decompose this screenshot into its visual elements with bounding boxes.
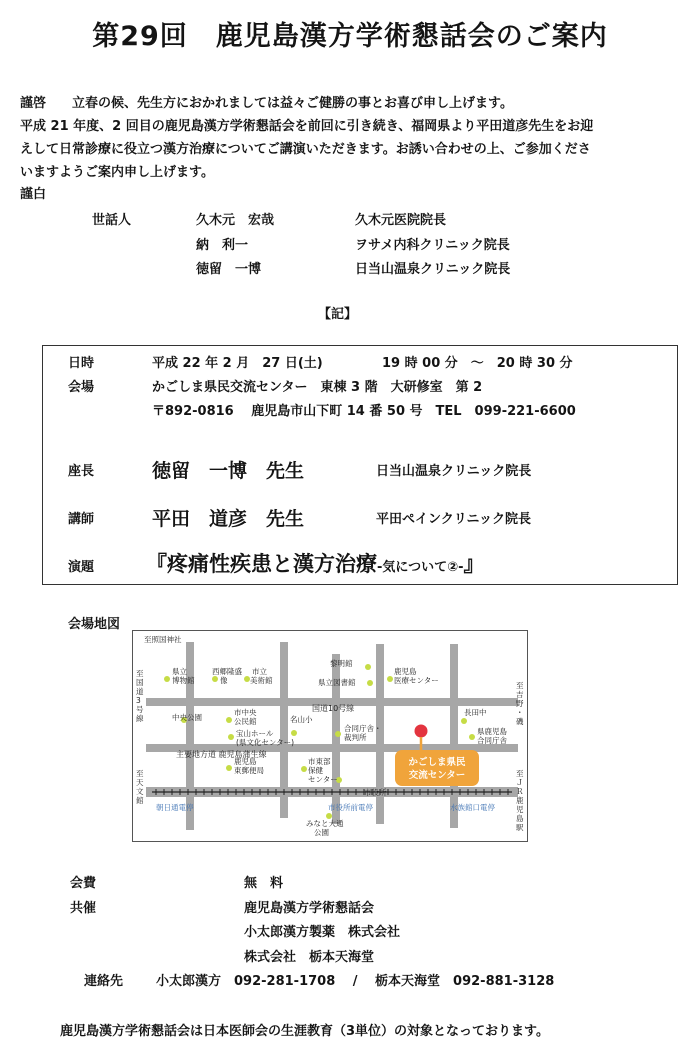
- label-medical: 鹿児島医療センター: [394, 667, 439, 685]
- topic-title: [146, 548, 485, 578]
- fee-value: 無 料: [244, 876, 284, 891]
- poi-dot: [335, 731, 341, 737]
- poi-dot: [365, 664, 371, 670]
- label-nagata: 長田中: [464, 708, 487, 717]
- label-pref-office: 県鹿児島合同庁舎: [477, 727, 507, 745]
- label-main-road: 主要地方道 鹿児島蒲生線: [176, 750, 267, 759]
- chair-name: 徳留 一博 先生: [152, 460, 305, 482]
- label-reimeikan: 黎明館: [330, 659, 353, 668]
- greeting-line: 謹啓 立春の候、先生方におかれましては益々ご健勝の事とお喜び申し上げます。: [20, 96, 513, 111]
- organizer-title: 日当山温泉クリニック院長: [355, 262, 511, 277]
- poi-dot: [164, 676, 170, 682]
- label-to-shokonsha: 至照国神社: [144, 635, 182, 644]
- intro-line-3: えして日常診療に役立つ漢方治療についてご講演いただきます。お誘い合わせの上、ご参加くださ: [20, 142, 591, 157]
- cohost-label: 共催: [70, 901, 97, 916]
- label-museum: 県立博物館: [172, 667, 195, 685]
- poi-dot: [367, 680, 373, 686]
- intro-line-2: 平成 21 年度、2 回目の鹿児島漢方学術懇話会を前回に引き続き、福岡県より平田道彦先生をお迎: [20, 119, 594, 134]
- label-route10: 国道10号線: [312, 704, 355, 713]
- poi-dot: [461, 718, 467, 724]
- cohost-1: 鹿児島漢方学術懇話会: [244, 901, 375, 916]
- venue-label: 会場: [68, 380, 95, 395]
- cohost-2: 小太郎漢方製薬 株式会社: [244, 925, 401, 940]
- label-east-post: 鹿児島東郵便局: [234, 757, 264, 775]
- chair-affiliation: 日当山温泉クリニック院長: [376, 464, 532, 479]
- lecturer-name: 平田 道彦 先生: [152, 508, 305, 530]
- cohost-3: 株式会社 栃本天海堂: [244, 950, 375, 965]
- organizers-label: 世話人: [92, 213, 132, 228]
- map-label: 会場地図: [68, 617, 121, 632]
- ki-heading: 【記】: [318, 307, 358, 322]
- label-chuo-hall: 市中央公民館: [234, 708, 257, 726]
- organizer-title: 久木元医院院長: [355, 213, 447, 228]
- venue-map: [132, 630, 528, 842]
- organizer-name: 久木元 宏哉: [196, 213, 275, 228]
- label-library: 県立図書館: [318, 678, 356, 687]
- poi-dot: [387, 676, 393, 682]
- poi-dot: [469, 734, 475, 740]
- page-title: 第29回 鹿児島漢方学術懇話会のご案内: [92, 21, 608, 52]
- label-to-jr: 至ＪＲ鹿児島駅: [516, 769, 524, 832]
- venue-badge-line2: 交流センター: [408, 770, 466, 781]
- label-to-yoshino: 至吉野・磯: [516, 681, 524, 726]
- organizer-name: 納 利一: [196, 238, 249, 253]
- road-v1: [186, 642, 194, 830]
- label-art: 市立美術館: [250, 667, 273, 685]
- label-minato: みなと大通公園: [306, 819, 344, 837]
- topic-main: 『疼痛性疾患と漢方治療: [146, 552, 377, 576]
- label-saigo: 西郷隆盛像: [212, 667, 242, 685]
- organizer-name: 徳留 一博: [196, 262, 262, 277]
- cme-credit-note: 鹿児島漢方学術懇話会は日本医師会の生涯教育（3単位）の対象となっております。: [60, 1024, 550, 1039]
- organizer-title: ヲサメ内科クリニック院長: [355, 238, 510, 253]
- lecturer-affiliation: 平田ペインクリニック院長: [376, 512, 531, 527]
- label-takarayama: 宝山ホール(県文化センター): [236, 729, 295, 747]
- label-city-hall: 市役所: [364, 788, 387, 797]
- venue-badge-line1: かごしま県民: [408, 757, 466, 768]
- time-value: 19 時 00 分 ～ 20 時 30 分: [382, 356, 573, 371]
- poi-dot: [226, 717, 232, 723]
- closing-word: 謹白: [20, 187, 47, 202]
- map-svg: [132, 630, 528, 842]
- fee-label: 会費: [70, 876, 97, 891]
- poi-dot: [228, 734, 234, 740]
- topic-label: 演題: [68, 560, 95, 575]
- topic-subtitle: -気について②-: [377, 560, 464, 575]
- contact-value: 小太郎漢方 092-281-1708 / 栃本天海堂 092-881-3128: [156, 974, 555, 989]
- label-suizokukan-stop: 水族館口電停: [450, 803, 495, 812]
- lecturer-label: 講師: [68, 512, 95, 527]
- label-to-route3: 至国道 3 号線: [136, 669, 144, 723]
- date-value: 平成 22 年 2 月 27 日(土): [152, 356, 323, 371]
- road-v5: [450, 644, 458, 828]
- label-shiyakusho-stop: 市役所前電停: [328, 803, 373, 812]
- topic-end: 』: [463, 552, 485, 576]
- poi-dot: [226, 765, 232, 771]
- date-label: 日時: [68, 356, 95, 371]
- contact-label: 連絡先: [84, 974, 124, 989]
- label-court: 合同庁舎・裁判所: [344, 724, 382, 742]
- road-v4: [376, 644, 384, 824]
- chair-label: 座長: [68, 464, 95, 479]
- venue-address: 〒892-0816 鹿児島市山下町 14 番 50 号 TEL 099-221-6600: [152, 404, 576, 419]
- label-to-tenmonkan: 至天文館: [136, 769, 144, 805]
- label-chuo-park: 中央公園: [172, 713, 202, 722]
- poi-dot: [291, 730, 297, 736]
- label-health: 市東部保健センター: [308, 757, 338, 784]
- label-asahi-stop: 朝日通電停: [156, 803, 194, 812]
- label-nayama: 名山小: [290, 715, 313, 724]
- venue-marker-dot: [415, 725, 428, 738]
- venue-value: かごしま県民交流センター 東棟 3 階 大研修室 第 2: [152, 380, 483, 395]
- poi-dot: [301, 766, 307, 772]
- intro-line-4: いますようご案内申し上げます。: [20, 165, 214, 180]
- poi-dot: [212, 676, 218, 682]
